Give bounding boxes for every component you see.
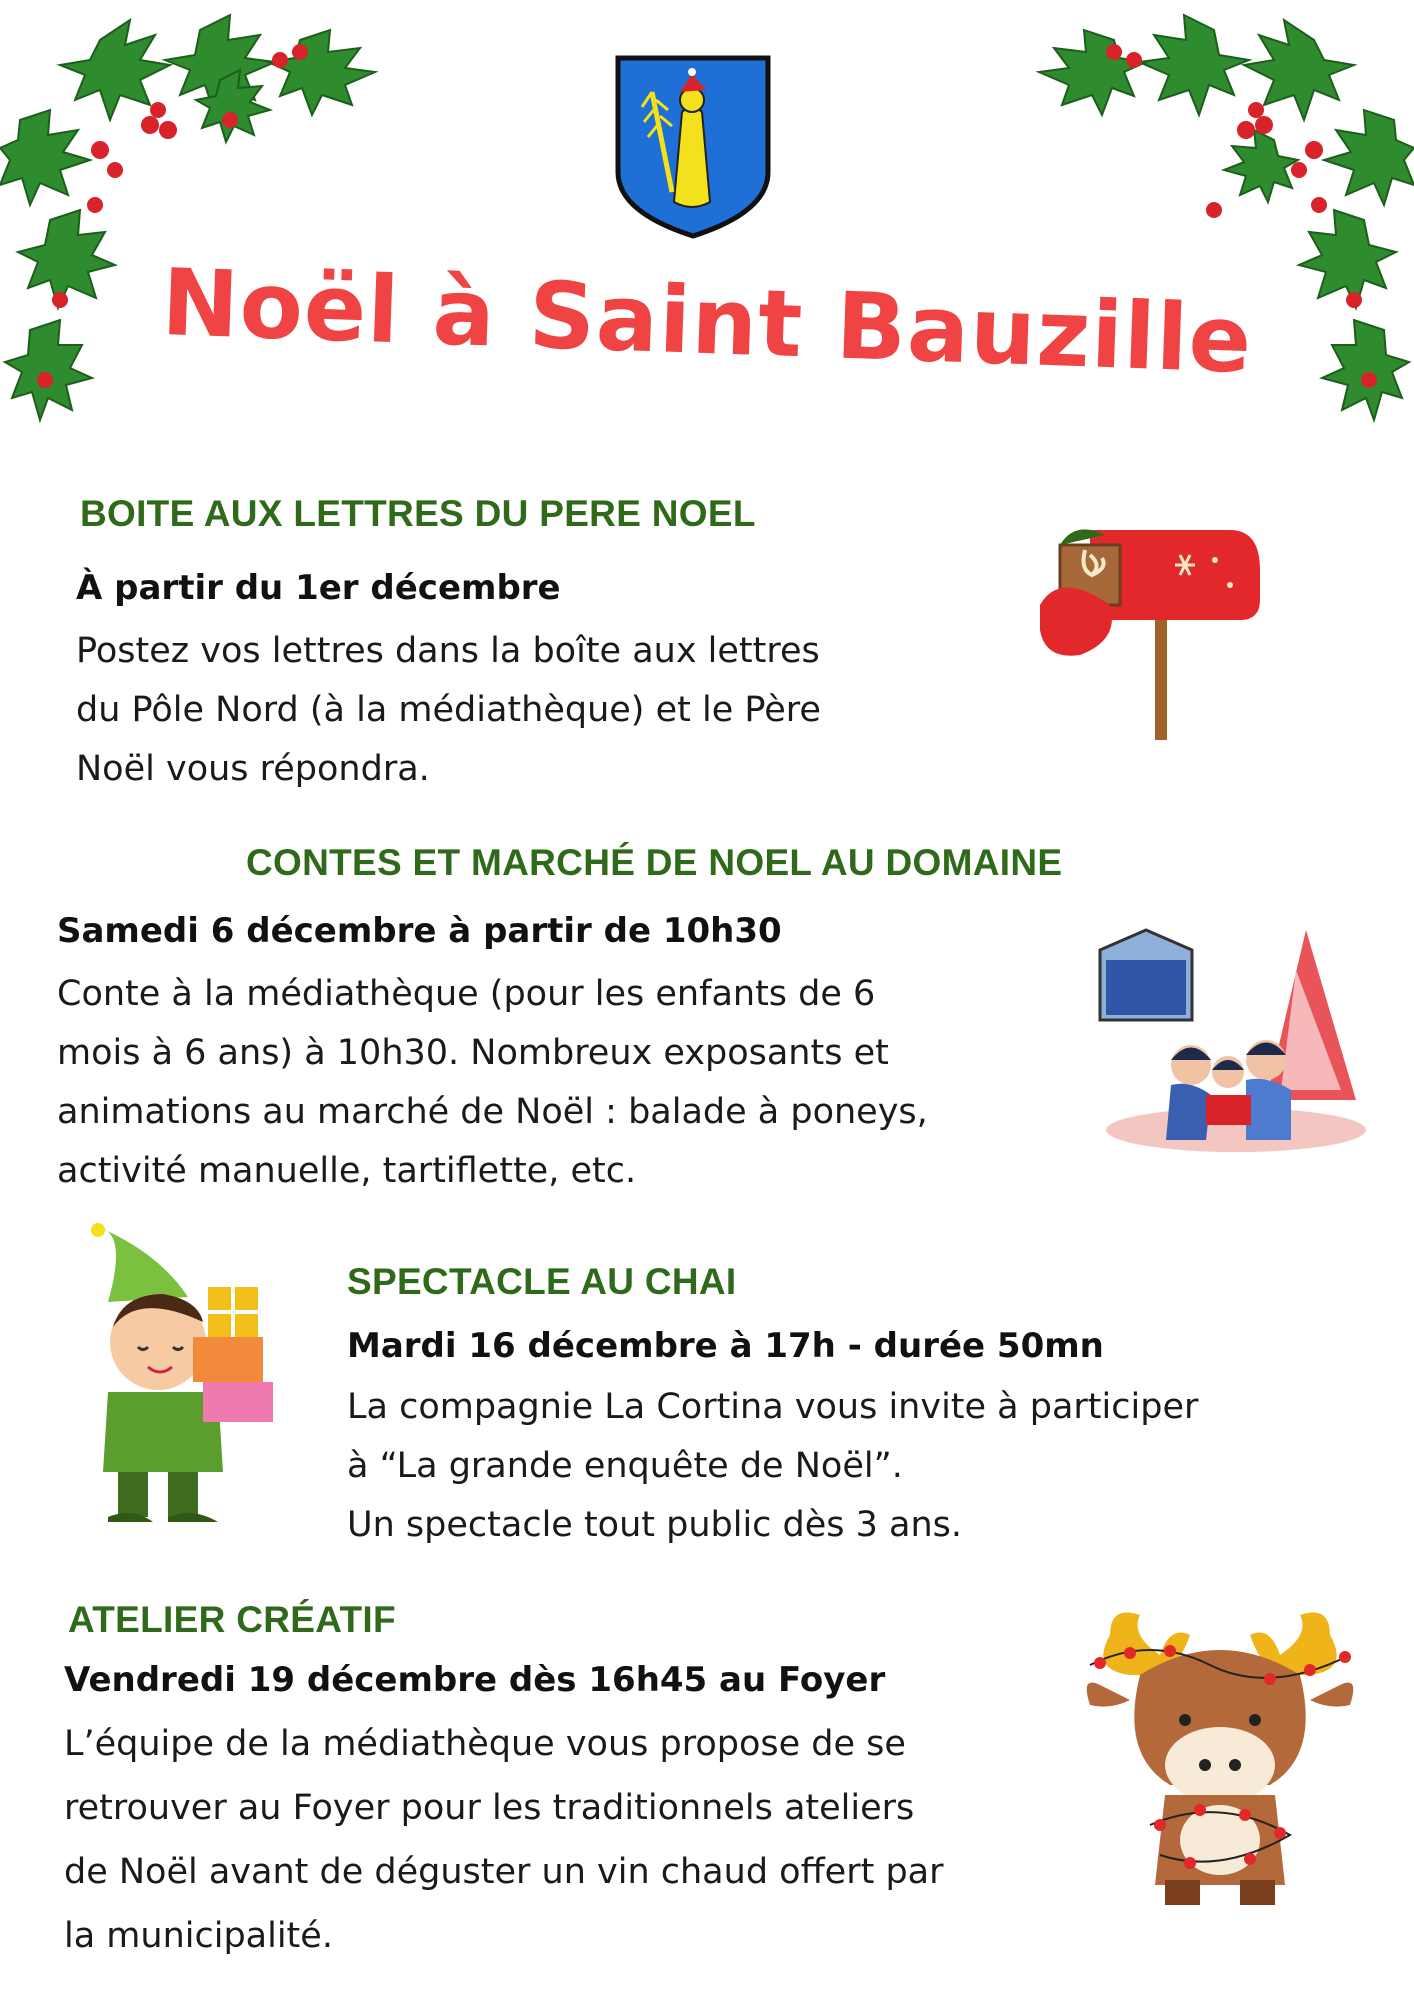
section-date-workshop: Vendredi 19 décembre dès 16h45 au Foyer bbox=[64, 1660, 886, 1700]
elf-icon bbox=[68, 1222, 308, 1532]
section-date-show: Mardi 16 décembre à 17h - durée 50mn bbox=[347, 1326, 1104, 1366]
text-line: à “La grande enquête de Noël”. bbox=[347, 1446, 903, 1486]
text-line: Un spectacle tout public dès 3 ans. bbox=[347, 1505, 963, 1545]
section-heading-mailbox: BOITE AUX LETTRES DU PERE NOEL bbox=[80, 493, 756, 534]
holly-right-icon bbox=[894, 0, 1414, 520]
page-title: Noël à Saint Bauzille bbox=[160, 248, 1254, 395]
section-text-workshop bbox=[64, 1712, 944, 1968]
section-text-mailbox bbox=[76, 622, 821, 799]
section-text-market bbox=[57, 965, 928, 1201]
text-line: la municipalité. bbox=[64, 1916, 333, 1956]
section-heading-show: SPECTACLE AU CHAI bbox=[347, 1261, 737, 1302]
section-date-market: Samedi 6 décembre à partir de 10h30 bbox=[57, 911, 782, 951]
text-line: L’équipe de la médiathèque vous propose de se bbox=[64, 1724, 906, 1764]
text-line: animations au marché de Noël : balade à poneys, bbox=[57, 1092, 928, 1132]
text-line: Postez vos lettres dans la boîte aux lettres bbox=[76, 631, 820, 671]
text-line: Noël vous répondra. bbox=[76, 749, 430, 789]
text-line: de Noël avant de déguster un vin chaud offert par bbox=[64, 1852, 944, 1892]
text-line: La compagnie La Cortina vous invite à participer bbox=[347, 1387, 1199, 1427]
section-date-mailbox: À partir du 1er décembre bbox=[76, 568, 561, 608]
text-line: activité manuelle, tartiflette, etc. bbox=[57, 1151, 637, 1191]
section-text-show bbox=[347, 1378, 1198, 1555]
text-line: du Pôle Nord (à la médiathèque) et le Père bbox=[76, 690, 821, 730]
section-heading-market: CONTES ET MARCHÉ DE NOEL AU DOMAINE bbox=[246, 842, 1063, 883]
text-line: Conte à la médiathèque (pour les enfants de 6 bbox=[57, 974, 876, 1014]
coat-of-arms-icon bbox=[612, 52, 774, 242]
reindeer-icon bbox=[1070, 1595, 1370, 1915]
text-line: retrouver au Foyer pour les traditionnels ateliers bbox=[64, 1788, 915, 1828]
family-reading-icon bbox=[1096, 920, 1376, 1160]
section-heading-workshop: ATELIER CRÉATIF bbox=[68, 1599, 396, 1640]
text-line: mois à 6 ans) à 10h30. Nombreux exposants et bbox=[57, 1033, 889, 1073]
mailbox-icon bbox=[1030, 510, 1270, 740]
